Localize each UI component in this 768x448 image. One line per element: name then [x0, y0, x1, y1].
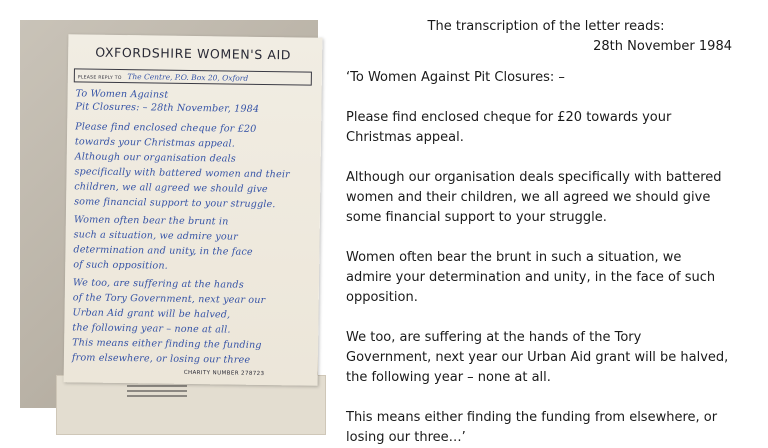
letterhead: OXFORDSHIRE WOMEN'S AID: [95, 44, 292, 63]
handwritten-line: the following year – none at all.: [72, 322, 231, 336]
paragraph: Women often bear the brunt in such a situation, we admire your determination and unity, in the face of such opposition.: [346, 250, 716, 305]
paragraph: This means either finding the funding from elsewhere, or losing our three…’: [346, 410, 718, 445]
charity-number: CHARITY NUMBER 278723: [183, 369, 265, 378]
handwritten-text: [72, 88, 312, 371]
paragraph: Although our organisation deals specifically with battered women and their children, we all agreed we should give some financial support to your struggle.: [346, 170, 722, 225]
reply-to-label: PLEASE REPLY TO: [77, 75, 122, 81]
paragraph: We too, are suffering at the hands of the Tory Government, next year our Urban Aid grant will be halved, the following year – none at all.: [346, 330, 729, 385]
letter-sheet: [64, 34, 323, 386]
handwritten-line: determination and unity, in the face: [73, 244, 253, 258]
reply-to-address: The Centre, P.O. Box 20, Oxford: [127, 72, 249, 83]
salutation: ‘To Women Against Pit Closures: –: [346, 70, 565, 85]
handwritten-line: We too, are suffering at the hands: [72, 277, 244, 291]
handwritten-line: of such opposition.: [73, 259, 168, 272]
handwritten-line: Pit Closures: – 28th November, 1984: [75, 101, 260, 115]
handwritten-line: Urban Aid grant will be halved,: [72, 307, 231, 321]
handwritten-line: Although our organisation deals: [74, 151, 236, 165]
handwritten-line: children, we all agreed we should give: [74, 181, 268, 196]
handwritten-line: This means either finding the funding: [72, 337, 262, 351]
paragraph: Please find enclosed cheque for £20 towards your Christmas appeal.: [346, 110, 672, 145]
transcription-heading: The transcription of the letter reads:: [427, 19, 665, 34]
handwritten-line: To Women Against: [75, 88, 169, 101]
handwritten-line: specifically with battered women and their: [74, 166, 290, 181]
transcription-panel: [346, 18, 746, 448]
letter-photo: [20, 20, 318, 408]
handwritten-line: such a situation, we admire your: [73, 229, 238, 243]
handwritten-line: Please find enclosed cheque for £20: [75, 121, 257, 135]
handwritten-line: Women often bear the brunt in: [73, 214, 229, 228]
reply-to-box: [74, 68, 312, 85]
handwritten-line: from elsewhere, or losing our three: [71, 352, 251, 366]
handwritten-line: of the Tory Government, next year our: [72, 292, 266, 307]
handwritten-line: towards your Christmas appeal.: [74, 136, 236, 150]
handwritten-line: some financial support to your struggle.: [74, 196, 276, 211]
letter-date: 28th November 1984: [593, 39, 732, 54]
